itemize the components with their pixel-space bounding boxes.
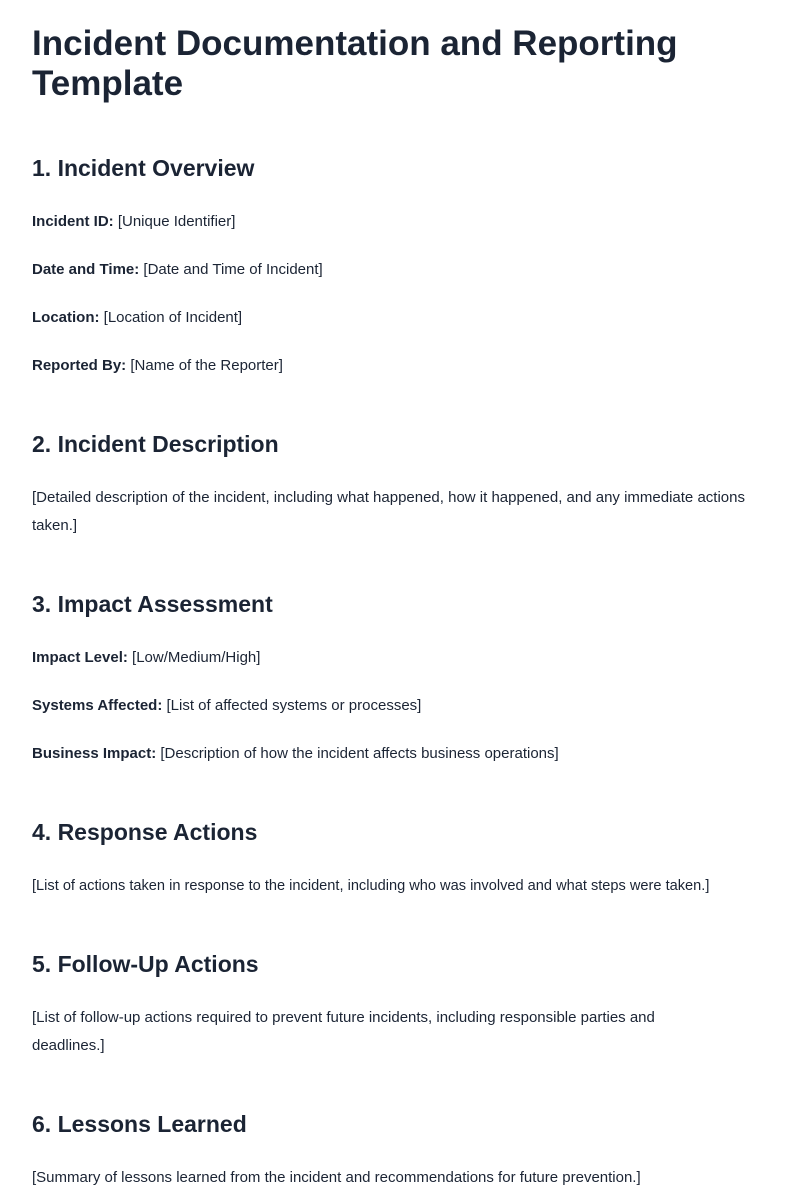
- field-value: [Description of how the incident affects business operations]: [156, 745, 559, 762]
- field-label: Date and Time:: [32, 261, 140, 278]
- field-value: [Name of the Reporter]: [126, 357, 283, 374]
- field-label: Reported By:: [32, 357, 127, 374]
- document-title: Incident Documentation and Reporting Template: [32, 24, 678, 103]
- field-label: Incident ID:: [32, 213, 114, 230]
- field-business-impact: [32, 744, 559, 764]
- field-label: Business Impact:: [32, 745, 157, 762]
- field-impact-level: [32, 648, 260, 668]
- field-location: [32, 308, 242, 328]
- lessons-text: [Summary of lessons learned from the incident and recommendations for future prevention.]: [32, 1169, 641, 1186]
- field-label: Systems Affected:: [32, 697, 163, 714]
- section-heading-impact: 3. Impact Assessment: [32, 591, 273, 617]
- section-heading-lessons: 6. Lessons Learned: [32, 1111, 247, 1137]
- description-text: [Detailed description of the incident, including what happened, how it happened, and any immediate actions taken.]: [32, 489, 745, 534]
- field-systems-affected: [32, 696, 421, 716]
- field-value: [Unique Identifier]: [113, 213, 236, 230]
- field-reported-by: [32, 356, 283, 376]
- follow-up-text: [List of follow-up actions required to prevent future incidents, including responsible parties and deadlines.]: [32, 1009, 655, 1054]
- section-heading-response: 4. Response Actions: [32, 819, 258, 845]
- field-value: [Low/Medium/High]: [127, 649, 261, 666]
- field-incident-id: [32, 212, 235, 232]
- field-label: Location:: [32, 309, 100, 326]
- field-label: Impact Level:: [32, 649, 128, 666]
- section-heading-description: 2. Incident Description: [32, 431, 279, 457]
- field-date-time: [32, 260, 323, 280]
- field-value: [List of affected systems or processes]: [162, 697, 422, 714]
- field-value: [Date and Time of Incident]: [139, 261, 323, 278]
- field-value: [Location of Incident]: [99, 309, 243, 326]
- section-heading-follow-up: 5. Follow-Up Actions: [32, 951, 259, 977]
- response-text: [List of actions taken in response to the incident, including who was involved and what steps were taken.]: [32, 878, 710, 894]
- section-heading-overview: 1. Incident Overview: [32, 155, 255, 181]
